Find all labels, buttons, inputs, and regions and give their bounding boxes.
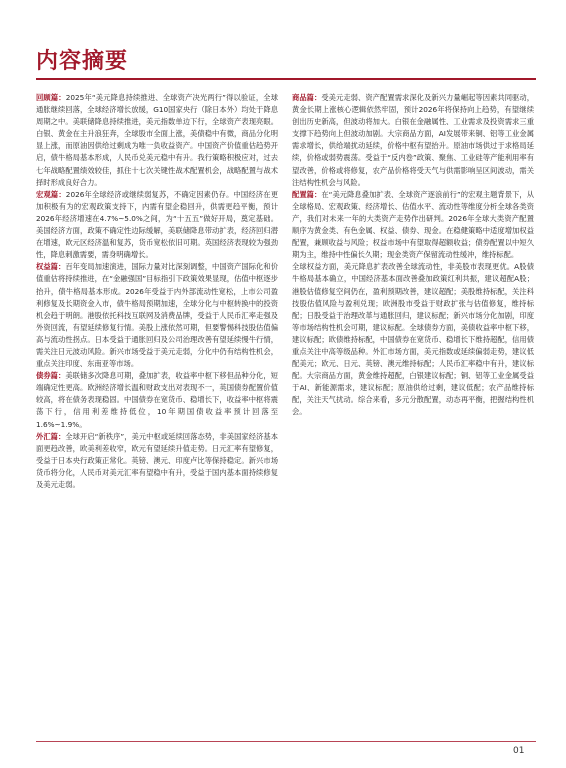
section-text: 2025年“美元降息持续推进、全球资产决光两行”得以验证，全球通胀继续回落，全球经济增长放缓，G10国家央行（除日本外）均处于降息周期之中。美联储降息持续推进，美元指数单边下行，全球资产表现亮眼。白银、黄金在主升浪狂奔，全球股市全面上涨，美债稳中有微，商品分化明显上涨，而原油因供给过剩成为唯一负收益资产。中国资产价值重估趋势开启，债牛格局基本形成，人民币兑美元稳中有升。我行策略积极应对，过去七年战略配置绩效较佳，抓住十七次关键性战术配置机会，战略配置与战术择时形成良好合力。 bbox=[36, 93, 278, 187]
summary-paragraph bbox=[292, 261, 534, 418]
right-column bbox=[292, 92, 534, 732]
summary-paragraph bbox=[292, 189, 534, 262]
left-column bbox=[36, 92, 278, 732]
summary-paragraph bbox=[292, 92, 534, 189]
section-text: 美联储多次降息可期，叠加扩表，收益率中枢下移但品种分化，短端确定性更高。欧洲经济增长温和财政支出对表现不一，英国债券配置价值较高，将在债务表现稳固。中国债券在宽货币、稳增长下，收益率中枢将震荡下行，信用利差维持低位，10年期国债收益率预计回落至1.6%~1.9%。 bbox=[36, 371, 278, 429]
page-title: 内容摘要 bbox=[36, 49, 129, 74]
footer-rule bbox=[36, 741, 536, 742]
summary-paragraph bbox=[36, 431, 278, 491]
section-text: 在“美元降息叠加扩表、全球资产逐浪前行”的宏观主题背景下，从全球格局、宏观政策、经济增长、估值水平、流动性等维度分析全球各类资产，我们对未来一年的大类资产走势作出研判。2026年全球大类资产配置顺序为黄金类、有色金属、权益、债券、现金。在稳健策略中适度增加权益配置，兼顾收益与风险；权益市场中有望取得超额收益；债券配置以中短久期为主，维持中性偏长久期；现金类资产保留流动性缓冲，维持标配。 bbox=[292, 189, 534, 260]
section-label: 回顾篇： bbox=[36, 93, 66, 102]
section-label: 配置篇： bbox=[292, 189, 322, 199]
summary-paragraph bbox=[36, 92, 278, 189]
summary-columns bbox=[36, 92, 534, 732]
section-text: 2026年全球经济或继续弱复苏，不确定因素仍存。中国经济在更加积极有为的宏观政策支持下，内需有望企稳回升，供需更趋平衡，预计2026年经济增速在4.7%~5.0%之间，为“十五五”做好开局，奠定基础。美国经济方面，政策不确定性边际缓解，美联储降息带动扩表，经济回归潜在增速，欧元区经济温和复苏，货币宽松依旧可期。英国经济表现较为强劲性，降息刺激需要，需身明确增长。 bbox=[36, 189, 278, 260]
section-text: 全球权益方面，美元降息扩表改善全球流动性，非美股市表现更优。A股债牛格局基本确立，中国经济基本面改善叠加政策红利共振，建议超配A股；港股估值修复空间仍在，盈利预期改善，建议超配；美股维持标配，关注科技股估值风险与盈利兑现；欧洲股市受益于财政扩张与估值修复，维持标配；日股受益于治理改革与通胀回归，建议标配；新兴市场分化加剧，印度等市场结构性机会可期，建议标配。全球债券方面，美债收益率中枢下移，建议标配；欧债维持标配，中国债券在宽货币、稳增长下维持超配，信用债重点关注中高等级品种。外汇市场方面，美元指数或延续偏弱走势，建议低配美元；欧元、日元、英镑、澳元维持标配；人民币汇率稳中有升，建议标配。大宗商品方面，黄金维持超配，白银建议标配；铜、铝等工业金属受益于AI、新能源需求，建议标配；原油供给过剩，建议低配；农产品维持标配，关注天气扰动。综合来看，多元分散配置，动态再平衡，把握结构性机会。 bbox=[292, 262, 534, 417]
summary-paragraph bbox=[36, 261, 278, 370]
section-label: 外汇篇： bbox=[36, 431, 66, 441]
section-text: 全球开启“新秩序”，美元中枢或延续回落态势，非美国家经济基本面更趋改善，欧美利差收窄，欧元有望延续升值走势。日元汇率有望修复，受益于日本央行政策正常化。英镑、澳元、印度卢比等保持稳定。新兴市场货币将分化，人民币对美元汇率有望稳中有升，受益于国内基本面持续修复及美元走弱。 bbox=[36, 431, 278, 489]
section-text: 受美元走弱、资产配置需求深化及新兴力量崛起等因素共同驱动，黄金长期上涨核心逻辑依然牢固，预计2026年将保持向上趋势，有望继续创出历史新高，但波动将加大。白银在金融属性、工业需求及投资需求三重支撑下趋势向上但波动加剧。大宗商品方面，AI发展带来铜、铝等工业金属需求增长，供给端扰动延续，价格中枢有望抬升。原油市场供过于求格局延续，价格或弱势震荡。受益于“反内卷”政策、聚焦、工业硅等产能利用率有望改善，价格或将修复，农产品价格将受天气与供需影响呈区间波动，需关注结构性机会与风险。 bbox=[292, 93, 534, 187]
section-label: 宏观篇： bbox=[36, 189, 66, 199]
section-label: 债券篇： bbox=[36, 371, 66, 381]
summary-paragraph bbox=[36, 370, 278, 430]
section-text: 百年变局加速演进，国际力量对比深刻调整，中国资产国际化和价值重估将持续推进，在“金融强国”目标指引下政策效果显现，估值中枢逐步抬升，债牛格局基本形成。2026年受益于内外部流动性宽松，上市公司盈利修复及长期资金入市，债牛格局预期加速，全球分化与中枢转换中的投资机会趋于明朗。港股依托科技互联网及消费品牌，受益于人民币汇率走强及外资回流，有望延续修复行情。美股上涨依然可期，但要警惕科技股估值偏高与流动性拐点。日本受益于通胀回归及公司治理改善有望延续慢牛行情，需关注日元波动风险。新兴市场受益于美元走弱，分化中仍有结构性机会，重点关注印度、东南亚等市场。 bbox=[36, 262, 278, 369]
summary-paragraph bbox=[36, 189, 278, 262]
section-label: 权益篇： bbox=[36, 262, 66, 272]
section-label: 商品篇： bbox=[292, 93, 322, 102]
page-number: 01 bbox=[513, 746, 525, 756]
title-rule bbox=[36, 78, 536, 80]
